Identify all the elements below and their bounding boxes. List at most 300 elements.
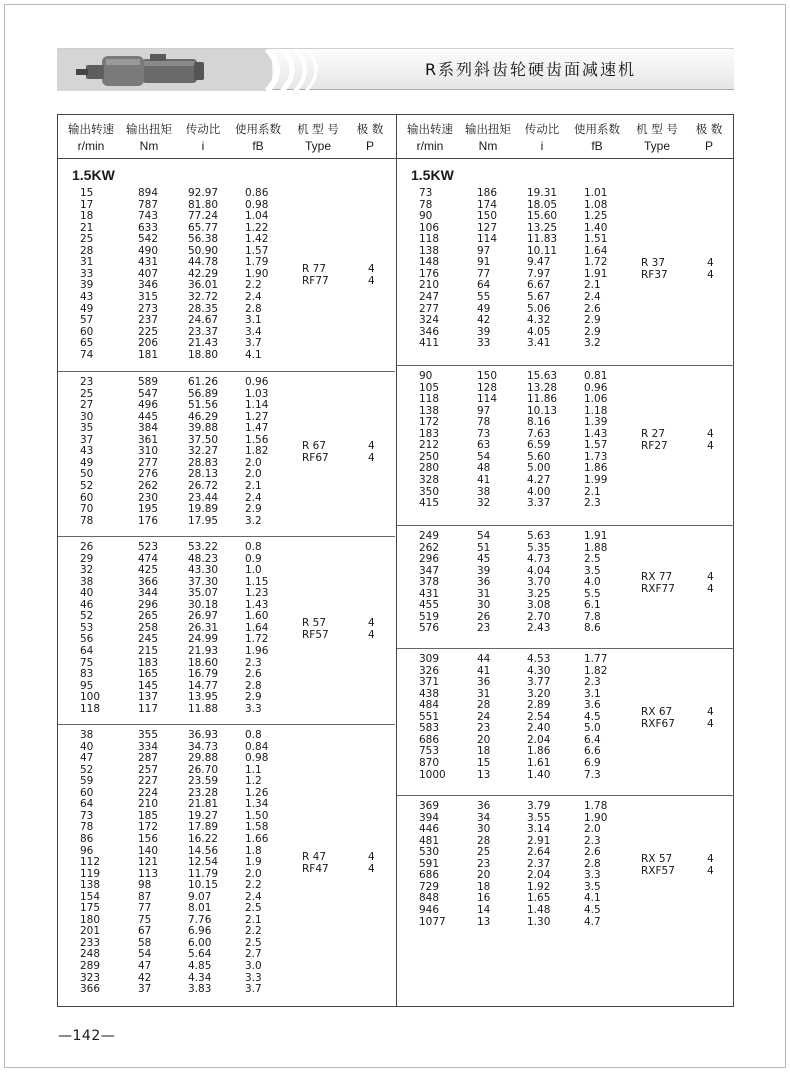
ratio-cell: 4.53 <box>527 653 551 665</box>
factor-cell: 2.3 <box>584 676 601 689</box>
page-number: —142— <box>58 1028 116 1044</box>
torque-cell: 32 <box>477 497 491 510</box>
torque-cell: 276 <box>138 468 159 481</box>
torque-cell: 77 <box>138 902 152 915</box>
factor-cell: 3.5 <box>584 880 601 893</box>
ratio-cell: 4.32 <box>527 314 551 327</box>
factor-cell: 2.5 <box>584 553 601 566</box>
pole-count: 4 <box>368 862 375 875</box>
table-row <box>58 880 288 891</box>
table-row <box>397 612 627 623</box>
pole-count: 4 <box>368 616 375 629</box>
model-section <box>58 536 396 724</box>
table-row <box>397 406 627 417</box>
table-row <box>58 776 288 787</box>
table-row <box>397 531 627 542</box>
factor-cell: 2.0 <box>245 867 262 880</box>
pole-count: 4 <box>368 628 375 641</box>
ratio-cell: 11.83 <box>527 233 558 246</box>
table-row <box>397 577 627 588</box>
torque-cell: 150 <box>477 210 498 223</box>
torque-cell: 55 <box>477 290 491 303</box>
ratio-cell: 8.01 <box>188 902 212 915</box>
torque-cell: 91 <box>477 256 491 269</box>
factor-cell: 1.78 <box>584 800 608 812</box>
ratio-cell: 28.35 <box>188 302 219 315</box>
torque-cell: 36 <box>477 676 491 689</box>
factor-cell: 1.58 <box>245 821 269 834</box>
factor-cell: 3.7 <box>245 983 262 996</box>
ratio-cell: 3.25 <box>527 587 551 600</box>
factor-cell: 0.8 <box>245 541 262 553</box>
table-row <box>58 257 288 268</box>
speed-cell: 57 <box>80 314 94 327</box>
torque-cell: 34 <box>477 811 491 824</box>
factor-cell: 2.3 <box>584 834 601 847</box>
factor-cell: 2.2 <box>245 279 262 292</box>
model-type: RF37 <box>641 268 668 281</box>
speed-cell: 52 <box>80 763 94 776</box>
speed-cell: 52 <box>80 479 94 492</box>
table-row <box>58 658 288 669</box>
speed-cell: 17 <box>80 198 94 211</box>
speed-cell: 73 <box>80 809 94 822</box>
table-row <box>58 681 288 692</box>
speed-cell: 201 <box>80 925 101 938</box>
torque-cell: 28 <box>477 699 491 712</box>
torque-cell: 589 <box>138 376 159 388</box>
ratio-cell: 10.15 <box>188 879 219 892</box>
factor-cell: 1.64 <box>245 621 269 634</box>
speed-cell: 247 <box>419 290 440 303</box>
pole-count: 4 <box>707 268 714 281</box>
selection-table <box>57 114 734 1007</box>
factor-cell: 1.77 <box>584 653 608 665</box>
torque-cell: 542 <box>138 233 159 246</box>
table-row <box>58 611 288 622</box>
torque-cell: 172 <box>138 821 159 834</box>
torque-cell: 547 <box>138 387 159 400</box>
ratio-cell: 5.67 <box>527 290 551 303</box>
speed-cell: 583 <box>419 722 440 735</box>
torque-cell: 15 <box>477 756 491 769</box>
ratio-cell: 13.25 <box>527 221 558 234</box>
table-header-right <box>397 115 735 158</box>
torque-cell: 237 <box>138 314 159 327</box>
factor-cell: 1.39 <box>584 416 608 429</box>
factor-cell: 3.2 <box>584 337 601 350</box>
ratio-cell: 17.95 <box>188 514 219 527</box>
torque-cell: 145 <box>138 679 159 692</box>
table-row <box>58 280 288 291</box>
factor-cell: 4.0 <box>584 576 601 589</box>
speed-cell: 73 <box>419 187 433 199</box>
torque-cell: 633 <box>138 221 159 234</box>
speed-cell: 106 <box>419 221 440 234</box>
speed-cell: 23 <box>80 376 94 388</box>
pole-count: 4 <box>368 452 375 465</box>
factor-cell: 1.47 <box>245 422 269 435</box>
factor-cell: 1.57 <box>584 439 608 452</box>
factor-cell: 2.2 <box>245 879 262 892</box>
model-type: R 27 <box>641 428 665 441</box>
ratio-cell: 4.34 <box>188 971 212 984</box>
torque-cell: 16 <box>477 892 491 905</box>
table-row <box>397 463 627 474</box>
page-title: R系列斜齿轮硬齿面减速机 <box>424 60 637 79</box>
torque-cell: 39 <box>477 564 491 577</box>
ratio-cell: 16.79 <box>188 668 219 681</box>
speed-cell: 96 <box>80 844 94 857</box>
torque-cell: 474 <box>138 552 159 565</box>
ratio-cell: 9.47 <box>527 256 551 269</box>
factor-cell: 1.26 <box>245 786 269 799</box>
speed-cell: 56 <box>80 633 94 646</box>
speed-cell: 481 <box>419 834 440 847</box>
table-row <box>58 765 288 776</box>
factor-cell: 1.04 <box>245 210 269 223</box>
torque-cell: 98 <box>138 879 152 892</box>
ratio-cell: 23.37 <box>188 325 219 338</box>
torque-cell: 334 <box>138 740 159 753</box>
factor-cell: 2.3 <box>245 656 262 669</box>
speed-cell: 95 <box>80 679 94 692</box>
factor-cell: 0.84 <box>245 740 269 753</box>
speed-cell: 52 <box>80 610 94 623</box>
torque-cell: 344 <box>138 587 159 600</box>
factor-cell: 3.2 <box>245 514 262 527</box>
model-section <box>58 371 396 536</box>
speed-cell: 309 <box>419 653 440 665</box>
gear-motor-icon <box>72 53 212 89</box>
speed-cell: 1000 <box>419 768 446 781</box>
torque-cell: 523 <box>138 541 159 553</box>
table-row <box>58 646 288 657</box>
header-ratio: 传动比 i <box>185 122 221 153</box>
torque-cell: 114 <box>477 393 498 406</box>
factor-cell: 1.50 <box>245 809 269 822</box>
speed-cell: 75 <box>80 656 94 669</box>
ratio-cell: 43.30 <box>188 564 219 577</box>
table-row <box>58 704 288 715</box>
speed-cell: 43 <box>80 445 94 458</box>
speed-cell: 591 <box>419 857 440 870</box>
table-row <box>58 730 288 741</box>
factor-cell: 1.08 <box>584 198 608 211</box>
torque-cell: 114 <box>477 233 498 246</box>
factor-cell: 1.18 <box>584 404 608 417</box>
speed-cell: 296 <box>419 553 440 566</box>
speed-cell: 323 <box>80 971 101 984</box>
torque-cell: 28 <box>477 834 491 847</box>
torque-cell: 384 <box>138 422 159 435</box>
factor-cell: 3.3 <box>245 702 262 715</box>
section-divider <box>397 365 734 366</box>
torque-cell: 63 <box>477 439 491 452</box>
factor-cell: 1.14 <box>245 399 269 412</box>
factor-cell: 1.0 <box>245 564 262 577</box>
table-row <box>58 223 288 234</box>
speed-cell: 183 <box>419 427 440 440</box>
factor-cell: 1.88 <box>584 541 608 554</box>
table-row <box>397 452 627 463</box>
section-divider <box>58 724 395 725</box>
torque-cell: 445 <box>138 410 159 423</box>
torque-cell: 787 <box>138 198 159 211</box>
ratio-cell: 5.00 <box>527 462 551 475</box>
ratio-cell: 19.31 <box>527 187 558 199</box>
table-row <box>58 938 288 949</box>
pole-count: 4 <box>707 582 714 595</box>
factor-cell: 3.3 <box>245 971 262 984</box>
speed-cell: 60 <box>80 786 94 799</box>
speed-cell: 148 <box>419 256 440 269</box>
ratio-cell: 26.70 <box>188 763 219 776</box>
factor-cell: 1.99 <box>584 473 608 486</box>
speed-cell: 15 <box>80 187 94 199</box>
ratio-cell: 6.67 <box>527 279 551 292</box>
table-row <box>397 211 627 222</box>
ratio-cell: 16.22 <box>188 832 219 845</box>
torque-cell: 25 <box>477 846 491 859</box>
speed-cell: 686 <box>419 869 440 882</box>
table-row <box>397 746 627 757</box>
speed-cell: 53 <box>80 621 94 634</box>
torque-cell: 42 <box>477 314 491 327</box>
table-row <box>58 304 288 315</box>
speed-cell: 78 <box>80 821 94 834</box>
section-divider <box>58 536 395 537</box>
table-row <box>58 446 288 457</box>
ratio-cell: 21.43 <box>188 337 219 350</box>
pole-count: 4 <box>707 852 714 865</box>
table-row <box>58 634 288 645</box>
factor-cell: 0.96 <box>584 381 608 394</box>
ratio-cell: 18.05 <box>527 198 558 211</box>
ratio-cell: 18.60 <box>188 656 219 669</box>
factor-cell: 2.9 <box>245 691 262 704</box>
speed-cell: 686 <box>419 733 440 746</box>
ratio-cell: 1.40 <box>527 768 551 781</box>
table-row <box>58 926 288 937</box>
table-row <box>58 246 288 257</box>
torque-cell: 490 <box>138 244 159 257</box>
model-type: RF47 <box>302 862 329 875</box>
ratio-cell: 39.88 <box>188 422 219 435</box>
model-type: RXF67 <box>641 717 675 730</box>
table-row <box>397 554 627 565</box>
torque-cell: 315 <box>138 290 159 303</box>
torque-cell: 425 <box>138 564 159 577</box>
table-row <box>58 949 288 960</box>
model-type: RF27 <box>641 440 668 453</box>
factor-cell: 4.1 <box>245 348 262 361</box>
speed-cell: 29 <box>80 552 94 565</box>
factor-cell: 1.1 <box>245 763 262 776</box>
speed-cell: 371 <box>419 676 440 689</box>
factor-cell: 1.90 <box>584 811 608 824</box>
torque-cell: 310 <box>138 445 159 458</box>
factor-cell: 0.8 <box>245 729 262 741</box>
pole-count: 4 <box>368 274 375 287</box>
factor-cell: 2.4 <box>245 491 262 504</box>
model-type: RXF57 <box>641 864 675 877</box>
speed-cell: 30 <box>80 410 94 423</box>
torque-cell: 361 <box>138 433 159 446</box>
table-row <box>58 623 288 634</box>
factor-cell: 1.40 <box>584 221 608 234</box>
factor-cell: 1.2 <box>245 775 262 788</box>
table-row <box>397 666 627 677</box>
torque-cell: 78 <box>477 416 491 429</box>
ratio-cell: 5.60 <box>527 450 551 463</box>
ratio-cell: 7.97 <box>527 267 551 280</box>
speed-cell: 65 <box>80 337 94 350</box>
speed-cell: 118 <box>419 393 440 406</box>
table-row <box>58 493 288 504</box>
speed-cell: 446 <box>419 823 440 836</box>
model-type: RX 67 <box>641 705 673 718</box>
speed-cell: 324 <box>419 314 440 327</box>
torque-cell: 227 <box>138 775 159 788</box>
factor-cell: 1.57 <box>245 244 269 257</box>
speed-cell: 172 <box>419 416 440 429</box>
factor-cell: 3.0 <box>245 960 262 972</box>
ratio-cell: 5.35 <box>527 541 551 554</box>
factor-cell: 1.56 <box>245 433 269 446</box>
ratio-cell: 7.63 <box>527 427 551 440</box>
speed-cell: 848 <box>419 892 440 905</box>
ratio-cell: 3.41 <box>527 337 551 350</box>
torque-cell: 54 <box>477 450 491 463</box>
speed-cell: 118 <box>80 702 101 715</box>
factor-cell: 6.4 <box>584 733 601 746</box>
speed-cell: 35 <box>80 422 94 435</box>
ratio-cell: 37.50 <box>188 433 219 446</box>
table-row <box>397 498 627 509</box>
table-header-left <box>58 115 396 158</box>
factor-cell: 1.15 <box>245 575 269 588</box>
factor-cell: 6.9 <box>584 756 601 769</box>
speed-cell: 46 <box>80 598 94 611</box>
speed-cell: 49 <box>80 302 94 315</box>
model-type: R 57 <box>302 616 326 629</box>
ratio-cell: 42.29 <box>188 267 219 280</box>
model-section <box>397 795 735 1006</box>
factor-cell: 1.9 <box>245 856 262 869</box>
ratio-cell: 51.56 <box>188 399 219 412</box>
torque-cell: 14 <box>477 903 491 916</box>
table-row <box>58 811 288 822</box>
factor-cell: 1.79 <box>245 256 269 269</box>
ratio-cell: 53.22 <box>188 541 219 553</box>
ratio-cell: 3.37 <box>527 497 551 510</box>
factor-cell: 1.06 <box>584 393 608 406</box>
torque-cell: 176 <box>138 514 159 527</box>
speed-cell: 415 <box>419 497 440 510</box>
model-section <box>58 159 396 371</box>
speed-cell: 576 <box>419 622 440 635</box>
speed-cell: 346 <box>419 325 440 338</box>
torque-cell: 277 <box>138 456 159 469</box>
pole-count: 4 <box>707 428 714 441</box>
torque-cell: 431 <box>138 256 159 269</box>
factor-cell: 1.90 <box>245 267 269 280</box>
table-row <box>58 834 288 845</box>
table-row <box>397 623 627 634</box>
torque-cell: 287 <box>138 752 159 765</box>
torque-cell: 97 <box>477 244 491 257</box>
speed-cell: 49 <box>80 456 94 469</box>
speed-cell: 366 <box>80 983 101 996</box>
ratio-cell: 19.27 <box>188 809 219 822</box>
speed-cell: 551 <box>419 710 440 723</box>
ratio-cell: 3.77 <box>527 676 551 689</box>
speed-cell: 519 <box>419 610 440 623</box>
speed-cell: 233 <box>80 936 101 949</box>
speed-cell: 753 <box>419 745 440 758</box>
factor-cell: 2.1 <box>245 479 262 492</box>
factor-cell: 2.4 <box>245 290 262 303</box>
factor-cell: 3.3 <box>584 869 601 882</box>
torque-cell: 31 <box>477 587 491 600</box>
table-row <box>397 246 627 257</box>
factor-cell: 2.2 <box>245 925 262 938</box>
ratio-cell: 1.65 <box>527 892 551 905</box>
torque-cell: 215 <box>138 644 159 657</box>
ratio-cell: 48.23 <box>188 552 219 565</box>
speed-cell: 43 <box>80 290 94 303</box>
model-section <box>397 159 735 365</box>
torque-cell: 26 <box>477 610 491 623</box>
speed-cell: 25 <box>80 387 94 400</box>
speed-cell: 212 <box>419 439 440 452</box>
factor-cell: 1.34 <box>245 798 269 811</box>
section-divider <box>397 795 734 796</box>
table-row <box>58 822 288 833</box>
torque-cell: 31 <box>477 687 491 700</box>
factor-cell: 1.25 <box>584 210 608 223</box>
torque-cell: 185 <box>138 809 159 822</box>
speed-cell: 176 <box>419 267 440 280</box>
section-divider <box>397 525 734 526</box>
speed-cell: 26 <box>80 541 94 553</box>
torque-cell: 257 <box>138 763 159 776</box>
factor-cell: 2.7 <box>245 948 262 961</box>
ratio-cell: 36.01 <box>188 279 219 292</box>
torque-cell: 156 <box>138 832 159 845</box>
ratio-cell: 15.60 <box>527 210 558 223</box>
ratio-cell: 21.93 <box>188 644 219 657</box>
torque-cell: 13 <box>477 768 491 781</box>
header-torque: 输出扭矩 Nm <box>126 122 172 153</box>
model-section <box>58 724 396 1006</box>
ratio-cell: 5.64 <box>188 948 212 961</box>
torque-cell: 30 <box>477 599 491 612</box>
table-row <box>397 589 627 600</box>
table-row <box>58 269 288 280</box>
speed-cell: 289 <box>80 960 101 972</box>
model-type: RX 77 <box>641 570 673 583</box>
header-banner <box>57 48 734 90</box>
ratio-cell: 14.77 <box>188 679 219 692</box>
table-row <box>58 504 288 515</box>
speed-cell: 78 <box>419 198 433 211</box>
ratio-cell: 3.83 <box>188 983 212 996</box>
torque-cell: 258 <box>138 621 159 634</box>
speed-cell: 262 <box>419 541 440 554</box>
speed-cell: 118 <box>419 233 440 246</box>
